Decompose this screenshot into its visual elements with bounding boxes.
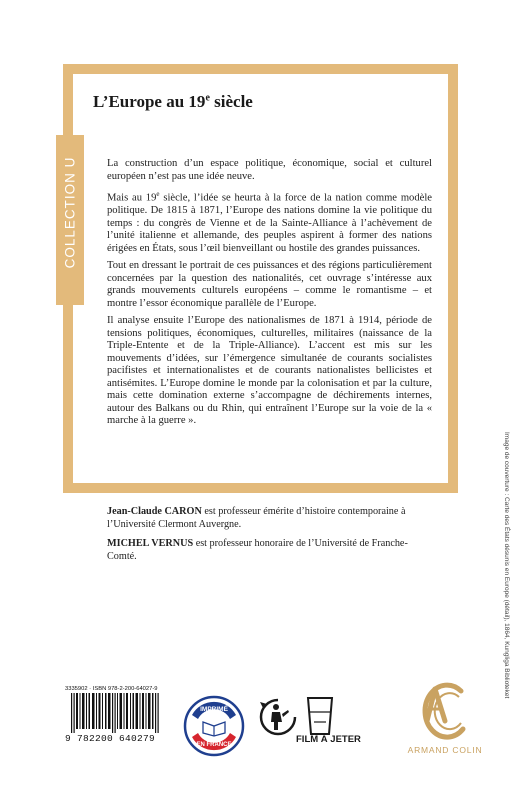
publisher-name: ARMAND COLIN <box>407 745 483 755</box>
paragraph-2-superscript: e <box>156 190 160 198</box>
isbn-barcode <box>65 686 169 748</box>
book-title <box>93 92 253 112</box>
film-a-jeter-label: FILM À JETER <box>296 734 361 745</box>
barcode-header: 3335902 · ISBN 978-2-200-64027-9 <box>65 686 158 692</box>
barcode-bars <box>65 693 169 733</box>
paragraph-1: La construction d’un espace politique, économique, social et culturel européen n’est pas une idée neuve. <box>107 158 432 182</box>
author-bios <box>107 506 432 570</box>
description <box>107 158 432 433</box>
film-icon <box>305 696 335 736</box>
author-caron-first: Jean-Claude <box>107 506 165 517</box>
image-credit: Image de couverture : Carte des États désunis en Europe (détail), 1864, Kungliga Biblioteket <box>503 432 510 699</box>
recycle-triman-icon <box>258 696 298 738</box>
title-main: L’Europe au 19 <box>93 92 206 111</box>
badge-top-text: IMPRIMÉ <box>200 706 228 713</box>
badge-bottom-text: EN FRANCE <box>196 742 232 748</box>
author-vernus-name: MICHEL VERNUS <box>107 538 194 549</box>
title-end: siècle <box>209 92 253 111</box>
author-bio-caron <box>107 506 432 531</box>
title-superscript: e <box>205 92 210 104</box>
paragraph-2 <box>107 188 432 255</box>
armand-colin-logo-icon <box>405 675 485 745</box>
paragraph-2-rest: siècle, l’idée se heurta à la force de la nation comme modèle politique. De 1815 à 1871, l’Europe des nations domine la vie politique du temps : du congrès de Vienne et de la Sainte-Alliance à l’achèvement de l’unité italienne et allemande, des peuples aspirent à former des nations érigées en États, sous l’œil bienveillant ou hostile des grandes puissances. <box>107 192 433 254</box>
paragraph-3: Tout en dressant le portrait de ces puissances et des régions particulièrement concernées par la question des nationalités, cet ouvrage s’intéresse aux grands mouvements culturels européens – comme le romantisme – et montre l’essor économique parallèle de l’Europe. <box>107 260 432 309</box>
paragraph-4: Il analyse ensuite l’Europe des nationalismes de 1871 à 1914, période de tensions politiques, économiques, culturelles, militaires (naissance de la Triple-Entente et de la Triple-Alliance). L’accent est mis sur les mouvements d’idées, sur l’émergence simultanée de courants socialistes pacifistes et internationalistes et de courants nationalistes bellicistes et antisémites. L’Europe domine le monde par la colonisation et par la culture, mais cette domination externe s’accompagne de déchirements internes, autour des Balkans ou du Rhin, qui entraînent l’Europe sur la voie de la « marche à la guerre ». <box>107 315 432 427</box>
author-vernus-desc: est professeur honoraire de l’Université de Franche-Comté. <box>107 538 408 562</box>
author-caron-desc: est professeur émérite d’histoire contemporaine à l’Université Clermont Auvergne. <box>107 506 406 530</box>
author-caron-last: CARON <box>164 506 202 517</box>
author-bio-vernus <box>107 538 432 563</box>
collection-tab <box>56 135 84 305</box>
barcode-number: 9 782200 640279 <box>65 733 156 744</box>
collection-label: COLLECTION U <box>62 156 78 269</box>
imprime-en-france-badge <box>183 695 245 757</box>
paragraph-2-start: Mais au 19 <box>107 192 157 204</box>
